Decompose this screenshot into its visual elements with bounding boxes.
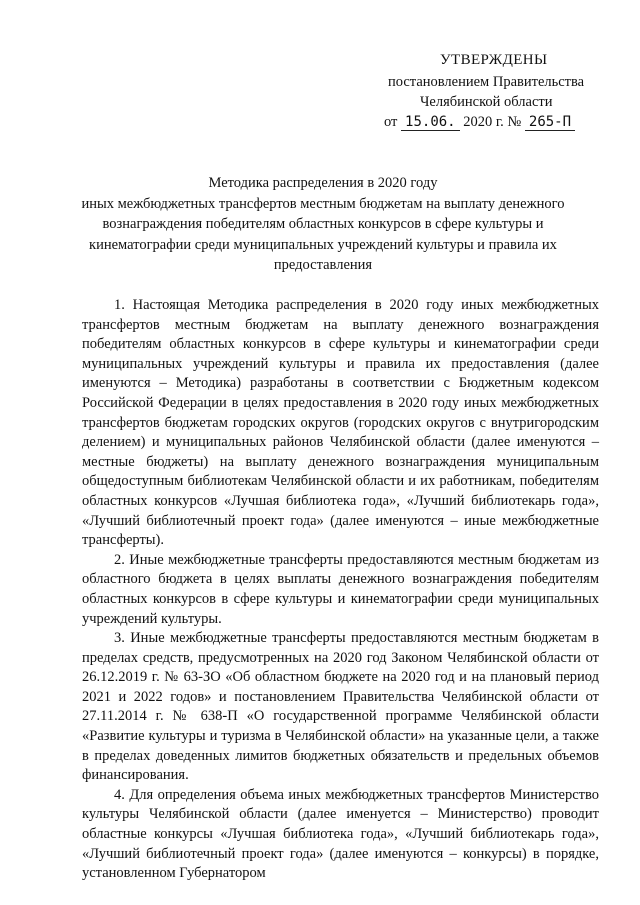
document-heading bbox=[60, 173, 586, 276]
heading-line: предоставления bbox=[273, 257, 373, 273]
approval-decree-line: постановлением Правительства bbox=[388, 74, 585, 90]
paragraph-4: 4. Для определения объема иных межбюджетных трансфертов Министерство культуры Челябинской области (далее именуется – Министерство) проводит областные конкурсы «Лучшая библиотека года», «Лучший библиотекарь года», «Лучший библиотечный проект года» (далее именуются – конкурсы) в порядке, установленном Губернатором bbox=[82, 786, 599, 882]
approval-region-line: Челябинской области bbox=[420, 94, 553, 110]
document-body bbox=[82, 296, 599, 884]
date-prefix: от bbox=[384, 114, 398, 130]
heading-line: вознаграждения победителям областных конкурсов в сфере культуры и bbox=[102, 216, 544, 232]
approval-date-line bbox=[384, 114, 575, 131]
decree-date: 15.06. bbox=[401, 114, 460, 131]
paragraph-1: 1. Настоящая Методика распределения в 2020 году иных межбюджетных трансфертов местным бюджетам на выплату денежного вознаграждения победителям областных конкурсов в сфере культуры и кинематографии среди муниципальных учреждений культуры и правила их предоставления (далее именуются – Методика) разработаны в соответствии с Бюджетным кодексом Российской Федерации в целях предоставления в 2020 году иных межбюджетных трансфертов бюджетам городских округов (городских округов с внутригородским делением) и муниципальных районов Челябинской области (далее именуются – местные бюджеты) на выплату денежного вознаграждения муниципальным общедоступным библиотекам Челябинской области и их работникам, победителям областных конкурсов «Лучшая библиотека года», «Лучший библиотекарь года», «Лучший библиотечный проект года» (далее именуются – иные межбюджетные трансферты). bbox=[82, 297, 599, 549]
paragraph-3: 3. Иные межбюджетные трансферты предоставляются местным бюджетам в пределах средств, предусмотренных на 2020 год Законом Челябинской области от 26.12.2019 г. № 63-ЗО «Об областном бюджете на 2020 год и на плановый период 2021 и 2022 годов» и постановлением Правительства Челябинской области от 27.11.2014 г. № 638-П «О государственной программе Челябинской области «Развитие культуры и туризма в Челябинской области» на указанные цели, а также в пределах доведенных лимитов бюджетных обязательств и предельных объемов финансирования. bbox=[82, 630, 599, 784]
heading-line: Методика распределения в 2020 году bbox=[208, 175, 438, 191]
decree-number: 265-П bbox=[525, 114, 575, 131]
heading-line: кинематографии среди муниципальных учреждений культуры и правила их bbox=[89, 236, 557, 253]
decree-year: 2020 г. № bbox=[463, 114, 522, 130]
heading-line: иных межбюджетных трансфертов местным бюджетам на выплату денежного bbox=[81, 195, 565, 212]
approval-title: УТВЕРЖДЕНЫ bbox=[440, 52, 548, 68]
paragraph-2: 2. Иные межбюджетные трансферты предоставляются местным бюджетам из областного бюджета в целях выплаты денежного вознаграждения победителям областных конкурсов в сфере культуры и кинематографии среди муниципальных учреждений культуры. bbox=[82, 551, 599, 627]
